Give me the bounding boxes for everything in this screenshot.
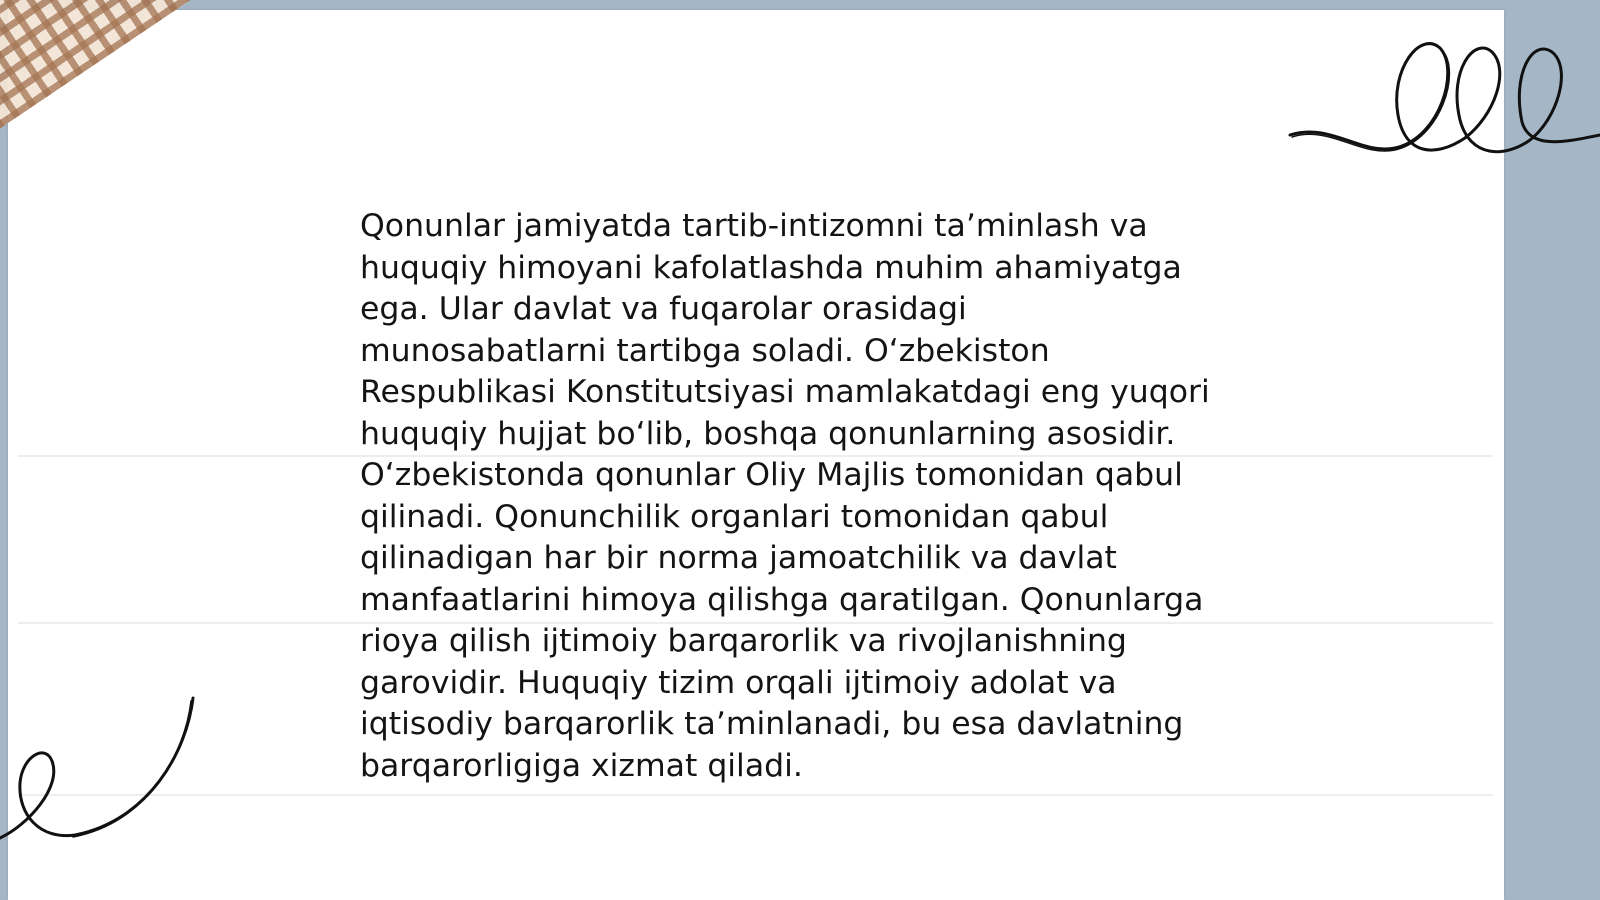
body-paragraph: Qonunlar jamiyatda tartib-intizomni ta’minlash va huquqiy himoyani kafolatlashda muhim ahamiyatga ega. Ular davlat va fuqarolar orasidagi munosabatlarni tartibga soladi. O‘zbekiston Respublikasi Konstitutsiyasi mamlakatdagi eng yuqori huquqiy hujjat bo‘lib, boshqa qonunlarning asosidir. O‘zbekistonda qonunlar Oliy Majlis tomonidan qabul qilinadi. Qonunchilik organlari tomonidan qabul qilinadigan har bir norma jamoatchilik va davlat manfaatlarini himoya qilishga qaratilgan. Qonunlarga rioya qilish ijtimoiy barqarorlik va rivojlanishning garovidir. Huquqiy tizim orqali ijtimoiy adolat va iqtisodiy barqarorlik ta’minlanadi, bu esa davlatning barqarorligiga xizmat qiladi. (360, 208, 1210, 784)
swirl-doodle-top-right (1290, 30, 1600, 170)
swirl-doodle-bottom-left (0, 695, 200, 845)
paper-line (18, 794, 1493, 796)
